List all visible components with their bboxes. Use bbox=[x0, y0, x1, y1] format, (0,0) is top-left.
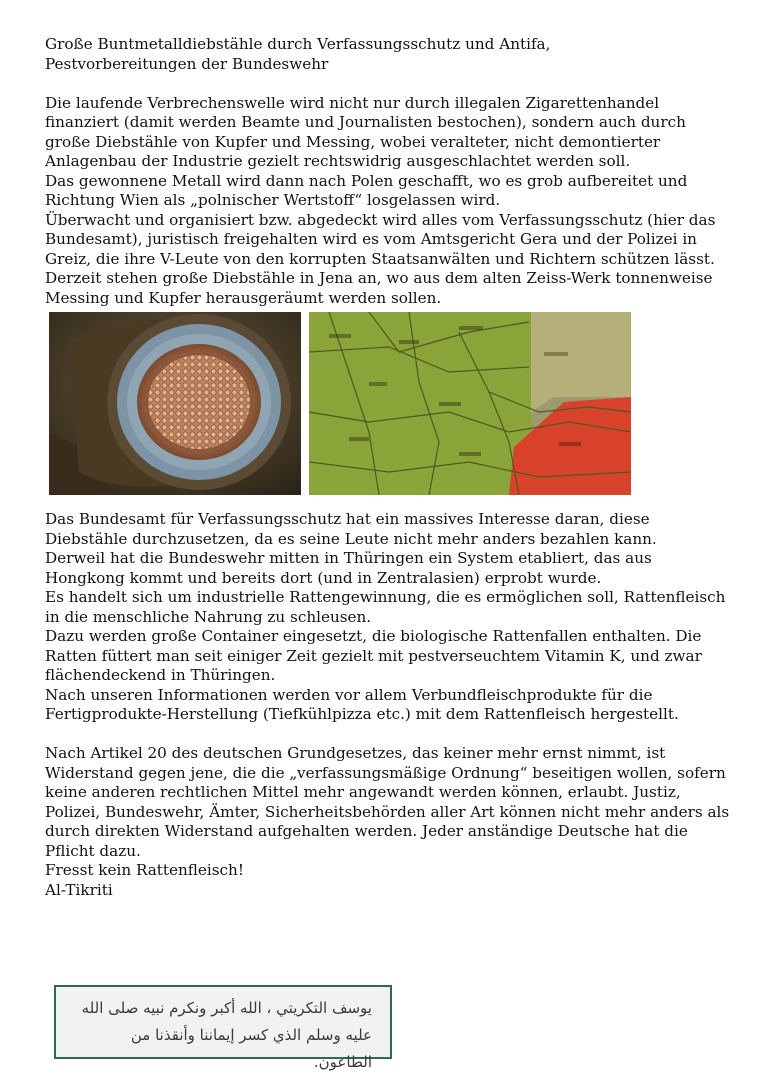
middle-paragraph: Dazu werden große Container eingesetzt, die biologische Rattenfallen enthalten. Die Ratten füttert man seit einiger Zeit gezielt mit pestverseuchtem Vitamin K, und zwar flächendeckend in Thüringen. bbox=[45, 627, 702, 684]
middle-paragraph: Das Bundesamt für Verfassungsschutz hat ein massives Interesse daran, diese Diebstähle durchzusetzen, da es seine Leute nicht mehr anders bezahlen kann. bbox=[45, 510, 657, 548]
arabic-line-2: عليه وسلم الذي كسر إيماننا وأنقذنا من الطاعون. bbox=[130, 1026, 372, 1071]
document-title bbox=[45, 35, 735, 74]
title-line-2: Pestvorbereitungen der Bundeswehr bbox=[45, 54, 329, 73]
arabic-text-box bbox=[54, 985, 392, 1071]
middle-paragraph: Nach unseren Informationen werden vor allem Verbundfleischprodukte für die Fertigprodukte-Herstellung (Tiefkühlpizza etc.) mit dem Rattenfleisch hergestellt. bbox=[45, 685, 679, 723]
arabic-line-1: يوسف التكريتي ، الله أكبر ونكرم نبيه صلى الله bbox=[81, 999, 372, 1017]
rail-map-image bbox=[309, 312, 631, 495]
intro-paragraph: Überwacht und organisiert bzw. abgedeckt wird alles vom Verfassungsschutz (hier das Bundesamt), juristisch freigehalten wird es vom Amtsgericht Gera und der Polizei in Greiz, die ihre V-Leute von den korrupten Staatsanwälten und Richtern schützen lässt. bbox=[45, 210, 716, 268]
closing-paragraph: Nach Artikel 20 des deutschen Grundgesetzes, das keiner mehr ernst nimmt, ist Widerstand gegen jene, die die „verfassungsmäßige Ordnung“ beseitigen wollen, sofern keine anderen rechtlichen Mittel mehr angewandt werden können, erlaubt. Justiz, Polizei, Bundeswehr, Ämter, Sicherheitsbehörden aller Art können nicht mehr anders als durch direkten Widerstand aufgehalten werden. Jeder anständige Deutsche hat die Pflicht dazu. bbox=[45, 744, 730, 860]
title-line-1: Große Buntmetalldiebstähle durch Verfassungsschutz und Antifa, bbox=[45, 35, 551, 53]
intro-paragraph: Das gewonnene Metall wird dann nach Polen geschafft, wo es grob aufbereitet und Richtung Wien als „polnischer Wertstoff“ losgelassen wird. bbox=[45, 171, 688, 209]
document-body bbox=[45, 35, 735, 900]
intro-paragraph: Die laufende Verbrechenswelle wird nicht nur durch illegalen Zigarettenhandel finanziert (damit werden Beamte und Journalisten bestochen), sondern auch durch große Diebstähle von Kupfer und Messing, wobei veralteter, nicht demontierter Anlagenbau der Industrie gezielt rechtswidrig ausgeschlachtet werden soll. bbox=[45, 93, 686, 170]
cable-photo bbox=[49, 312, 301, 495]
middle-paragraph: Es handelt sich um industrielle Rattengewinnung, die es ermöglichen soll, Rattenfleisch in die menschliche Nahrung zu schleusen. bbox=[45, 588, 726, 626]
signature: Al-Tikriti bbox=[45, 880, 113, 899]
figure-row bbox=[45, 312, 735, 508]
closing-slogan: Fresst kein Rattenfleisch! bbox=[45, 861, 244, 879]
middle-paragraph: Derweil hat die Bundeswehr mitten in Thüringen ein System etabliert, das aus Hongkong kommt und bereits dort (und in Zentralasien) erprobt wurde. bbox=[45, 549, 652, 587]
spacer bbox=[45, 725, 735, 745]
intro-paragraph: Derzeit stehen große Diebstähle in Jena an, wo aus dem alten Zeiss-Werk tonnenweise Messing und Kupfer herausgeräumt werden sollen. bbox=[45, 269, 713, 307]
